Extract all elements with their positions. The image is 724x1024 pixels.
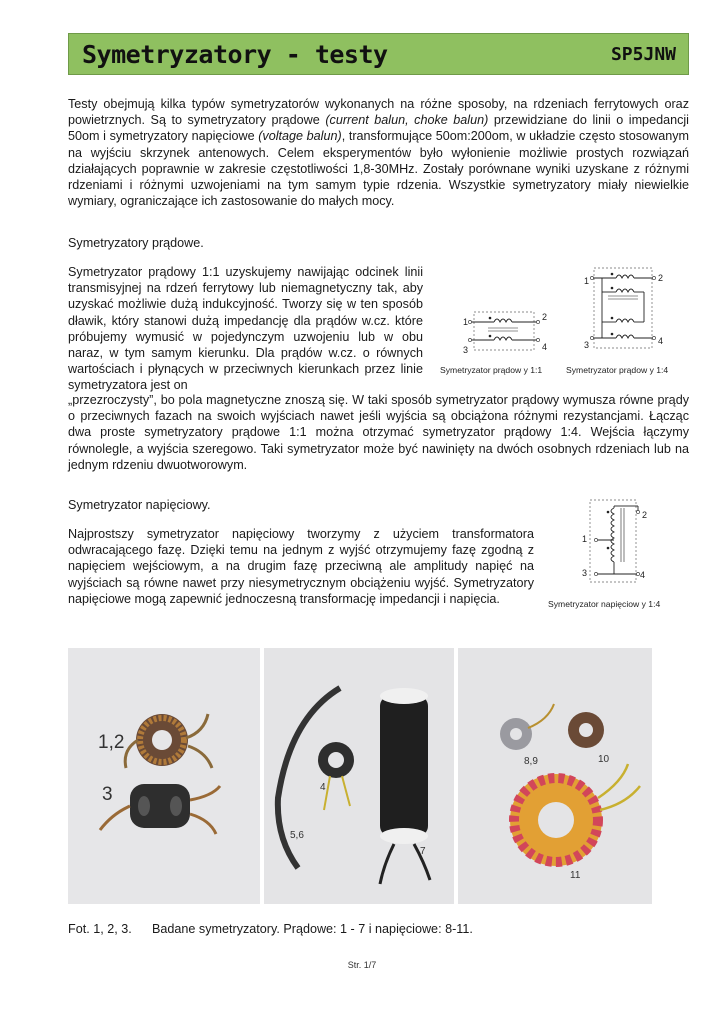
author-callsign: SP5JNW	[610, 44, 676, 65]
current-balun-1-4-caption: Symetryzator prądow y 1:4	[566, 365, 669, 375]
voltage-balun-text: Najprostszy symetryzator napięciowy tworzymy z użyciem transformatora odwracającego fazę. Dzięki temu na jednym z wyjść otrzymujemy fazę zgodną z napięciem wejściowym, a na drugim fazę przeciwną ale amplitudy napięć na wyjściach są równe nawet przy niesymetrycznym obciążeniu wyjść. Symetryzatory napięciowe mogą zapewnić jednoczesną transformację impedancji i napięcia.	[68, 527, 534, 606]
current-balun-1-1-caption: Symetryzator prądow y 1:1	[440, 365, 543, 375]
photo-1-baluns-1-3	[68, 648, 260, 904]
current-balun-text-full: „przezroczysty”, bo pola magnetyczne znoszą się. W taki sposób symetryzator prądowy wymusza równe prądy o przeciwnych fazach na swoich wyjściach nawet jeśli wyjścia są obciążona różnymi rezystancjami. Łącząc dwa proste symetryzatory prądowe 1:1 można otrzymać symetryzator prądowy 1:4. Wejścia łączymy równolegle, a wyjścia szeregowo. Taki symetryzator może być nawinięty na dwóch osobnych rdzeniach lub na jednym rdzeniu dwuotworowym.	[68, 393, 689, 472]
current-balun-1-4-diagram	[578, 262, 670, 356]
photo-label-7: 7	[420, 846, 426, 857]
page-title: Symetryzatory - testy	[82, 40, 388, 69]
pin-4-label: 4	[658, 336, 664, 346]
current-balun-text-wrap: Symetryzator prądowy 1:1 uzyskujemy nawijając odcinek linii transmisyjnej na rdzeń ferrytowy lub niemagnetyczny tak, aby uzyskać możliwie dużą indukcyjność. Tworzy się w ten sposób dławik, który stanowi dużą impedancję dla prądów w.cz. które próbujemy wymusić w pojedynczym uzwojeniu lub w obu naraz, w tym samym kierunku. Dla prądów w.cz. o równych wartościach i płynących w przeciwnych kierunkach przez linie symetryzatora jest on	[68, 265, 423, 393]
pin-1-label: 1	[463, 317, 469, 327]
photo-label-3: 3	[102, 784, 113, 805]
title-banner	[68, 33, 689, 75]
voltage-balun-heading: Symetryzator napięciowy.	[68, 498, 211, 512]
current-balun-heading: Symetryzatory prądowe.	[68, 236, 204, 250]
pin-2-label: 2	[542, 312, 548, 322]
pin-4-label: 4	[542, 342, 548, 352]
photo-caption-text: Badane symetryzatory. Prądowe: 1 - 7 i napięciowe: 8-11.	[152, 922, 473, 936]
photo-label-5-6: 5,6	[290, 830, 304, 841]
pin-1-label: 1	[584, 276, 590, 286]
pin-3-label: 3	[463, 345, 469, 355]
photo-3-baluns-8-11	[458, 648, 652, 904]
photo-label-4: 4	[320, 782, 326, 793]
photo-label-10: 10	[598, 754, 610, 765]
photo-caption-label: Fot. 1, 2, 3.	[68, 922, 132, 936]
pin-2-label: 2	[658, 273, 664, 283]
voltage-balun-1-4-diagram	[578, 496, 650, 588]
pin-1-label: 1	[582, 534, 588, 544]
pin-2-label: 2	[642, 510, 648, 520]
voltage-balun-caption: Symetryzator napięciow y 1:4	[548, 599, 661, 609]
intro-paragraph: Testy obejmują kilka typów symetryzatorów wykonanych na różne sposoby, na rdzeniach ferrytowych oraz powietrznych. Są to symetryzatory prądowe (current balun, choke balun) przewidziane do linii o impedancji 50om i symetryzatory napięciowe (voltage balun), transformujące 50om:200om, w układzie często stosowanym na wyjściu skrzynek antenowych. Celem eksperymentów było wyłonienie możliwie prostych rozwiązań działających poprawnie w zakresie częstotliwości 1,8-30MHz. Zostały porównane wyniki uzyskane z różnymi rdzeniami i różnymi uzwojeniami na tym samym typie rdzenia. Wszystkie symetryzatory miały niewielkie wymiary, ograniczające ich zastosowanie do małych mocy.	[68, 97, 689, 209]
photo-label-11: 11	[570, 870, 581, 881]
photo-label-1-2: 1,2	[98, 732, 125, 753]
current-balun-1-1-diagram	[458, 300, 550, 362]
pin-3-label: 3	[582, 568, 588, 578]
photo-2-baluns-4-7	[264, 648, 454, 904]
pin-3-label: 3	[584, 340, 590, 350]
photo-label-8-9: 8,9	[524, 756, 538, 767]
pin-4-label: 4	[640, 570, 646, 580]
page-number: Str. 1/7	[347, 960, 377, 970]
